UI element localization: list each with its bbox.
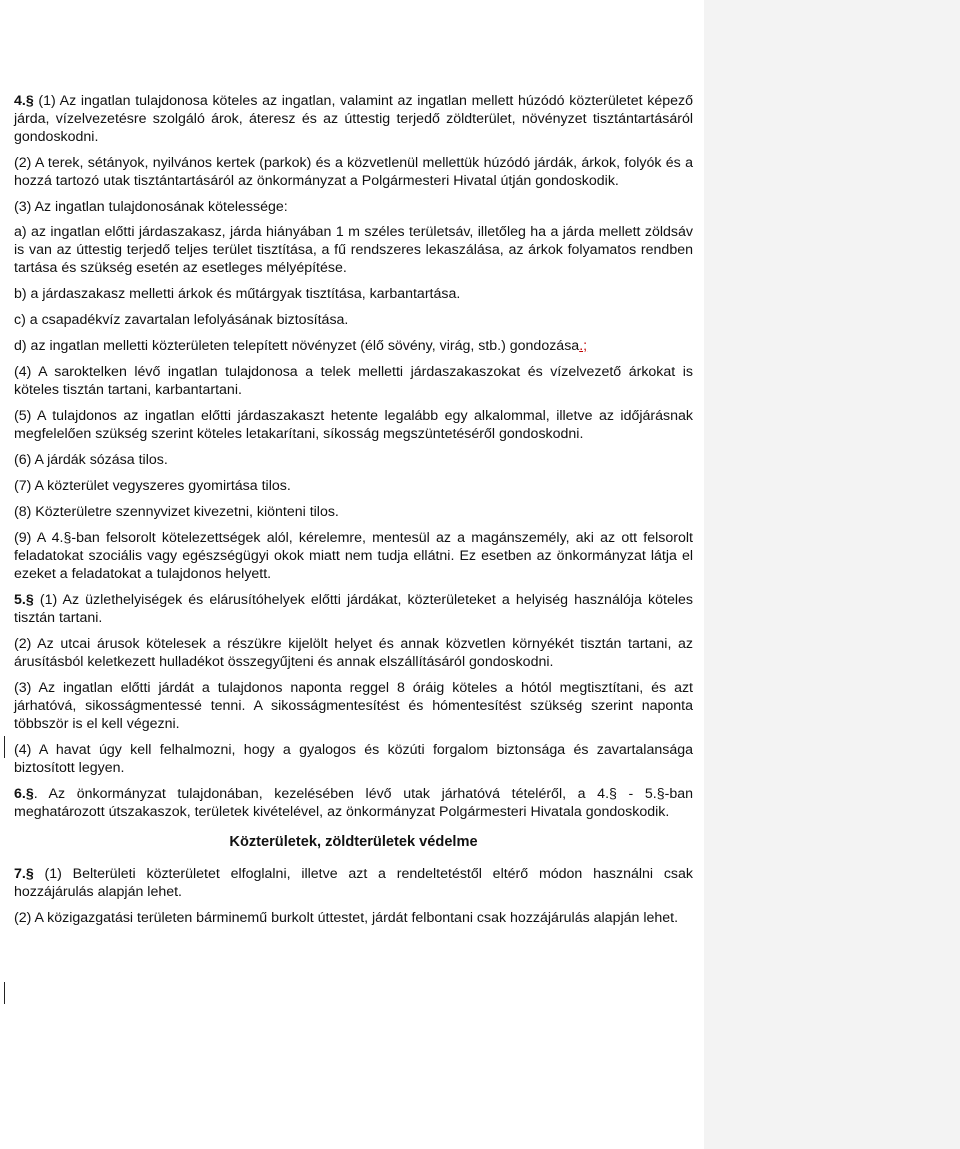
section-4-para-3: (3) Az ingatlan tulajdonosának kötelessége:: [14, 199, 288, 215]
section-number: 6.§: [14, 786, 34, 802]
section-heading: Közterületek, zöldterületek védelme: [229, 834, 478, 850]
section-4-para-7: (7) A közterület vegyszeres gyomirtása tilos.: [14, 478, 291, 494]
paragraph-text: (1) Az üzlethelyiségek és elárusítóhelyek előtti járdákat, közterületeket a helyiség használója köteles tisztán tartani.: [14, 592, 693, 626]
section-4-para-8: (8) Közterületre szennyvizet kivezetni, kiönteni tilos.: [14, 504, 339, 520]
section-4-para-5: (5) A tulajdonos az ingatlan előtti járdaszakaszt hetente legalább egy alkalommal, illetve az időjárásnak megfelelően szükség szerint köteles letakarítani, síkosság megszüntetéséről gondoskodni.: [14, 408, 693, 442]
section-number: 4.§: [14, 93, 34, 109]
paragraph-text: (1) Az ingatlan tulajdonosa köteles az ingatlan, valamint az ingatlan mellett húzódó közterületet képező járda, vízelvezetésre szolgáló árok, áteresz és az úttestig terjedő zöldterület, növényzet tisztántartásáról gondoskodni.: [14, 93, 693, 145]
section-4-para-6: (6) A járdák sózása tilos.: [14, 452, 168, 468]
paragraph-text: . Az önkormányzat tulajdonában, kezelésében lévő utak járhatóvá tételéről, a 4.§ - 5.§-ban meghatározott útszakaszok, területek kivételével, az önkormányzat Polgármesteri Hivatala gondoskodik.: [14, 786, 693, 820]
section-6-para-1: [14, 785, 693, 821]
document-body: [14, 92, 693, 935]
section-4-para-3c: c) a csapadékvíz zavartalan lefolyásának biztosítása.: [14, 312, 349, 328]
section-4-para-3d: [14, 337, 693, 355]
paragraph-text: (1) Belterületi közterületet elfoglalni, illetve azt a rendeltetéstől eltérő módon használni csak hozzájárulás alapján lehet.: [14, 866, 693, 900]
comment-margin-pane: [704, 0, 960, 1149]
section-4-para-4: (4) A saroktelken lévő ingatlan tulajdonosa a telek melletti járdaszakaszokat és vízelvezető árkokat is köteles tisztán tartani, karbantartani.: [14, 364, 693, 398]
paragraph-text: d) az ingatlan melletti közterületen telepített növényzet (élő sövény, virág, stb.) gondozása: [14, 338, 580, 354]
section-number: 7.§: [14, 866, 34, 882]
section-7-para-2: (2) A közigazgatási területen bárminemű burkolt úttestet, járdát felbontani csak hozzájárulás alapján lehet.: [14, 910, 679, 926]
tracked-change-mark: .;: [579, 338, 588, 354]
section-5-para-1: [14, 591, 693, 627]
change-bar: [4, 982, 5, 1004]
section-4-para-3a: a) az ingatlan előtti járdaszakasz, járda hiányában 1 m széles területsáv, illetőleg ha a járda mellett zöldsáv is van az úttestig terjedő teljes terület tisztítása, a fű rendszeres lekaszálása, az árkok folyamatos rendben tartása és szükség esetén az esetleges mélyépítése.: [14, 224, 693, 276]
section-4-para-2: (2) A terek, sétányok, nyilvános kertek (parkok) és a közvetlenül mellettük húzódó járdák, árkok, folyók és a hozzá tartozó utak tisztántartásáról az önkormányzat a Polgármesteri Hivatal útján gondoskodik.: [14, 155, 693, 189]
change-bar: [4, 736, 5, 758]
section-number: 5.§: [14, 592, 34, 608]
section-7-para-1: [14, 865, 693, 901]
section-4-para-1: [14, 92, 693, 146]
section-4-para-3b: b) a járdaszakasz melletti árkok és műtárgyak tisztítása, karbantartása.: [14, 286, 461, 302]
section-5-para-4: (4) A havat úgy kell felhalmozni, hogy a gyalogos és közúti forgalom biztonsága és zavartalansága biztosított legyen.: [14, 742, 693, 776]
section-4-para-9: (9) A 4.§-ban felsorolt kötelezettségek alól, kérelemre, mentesül az a magánszemély, aki az ott felsorolt feladatokat szociális vagy egészségügyi okok miatt nem tudja ellátni. Ez esetben az önkormányzat látja el ezeket a feladatokat a tulajdonos helyett.: [14, 530, 693, 582]
section-5-para-3: (3) Az ingatlan előtti járdát a tulajdonos naponta reggel 8 óráig köteles a hótól megtisztítani, és azt járhatóvá, sikosságmentessé tenni. A sikosságmentesítést és hómentesítést szükség szerint naponta többször is el kell végezni.: [14, 680, 693, 732]
section-5-para-2: (2) Az utcai árusok kötelesek a részükre kijelölt helyet és annak közvetlen környékét tisztán tartani, az árusításból keletkezett hulladékot összegyűjteni és annak elszállításáról gondoskodni.: [14, 636, 693, 670]
